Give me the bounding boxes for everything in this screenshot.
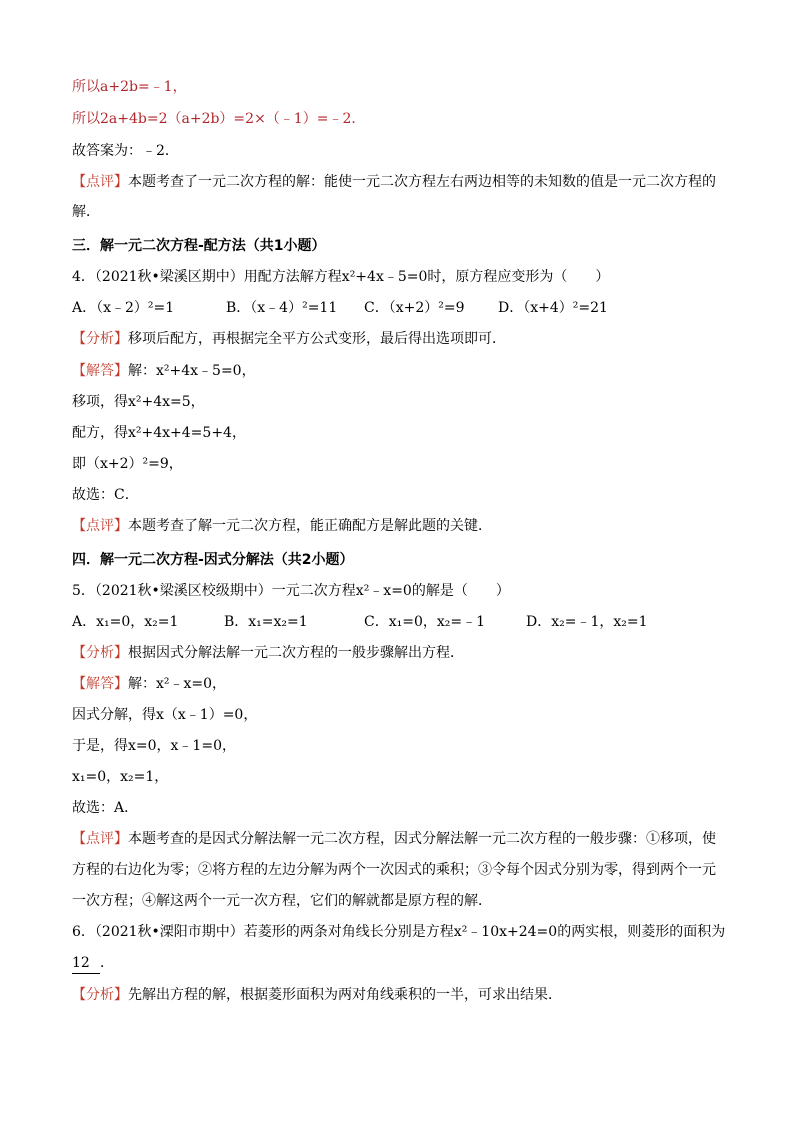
question-stem: 6．（2021秋•溧阳市期中）若菱形的两条对角线长分别是方程x²﹣10x+24=0的两实根，则菱形的面积为	[72, 924, 726, 940]
answer-text: 解：x²﹣x=0，	[128, 676, 227, 692]
answer-line: 故答案为：﹣2．	[72, 143, 179, 159]
comment-text: 本题考查了一元二次方程的解：能使一元二次方程左右两边相等的未知数的值是一元二次方程的	[128, 174, 716, 190]
comment-tag: 【点评】	[72, 831, 128, 847]
answer-tag: 【解答】	[72, 676, 128, 692]
comment-line	[72, 172, 732, 192]
solution-step: 于是，得x=0，x﹣1=0，	[72, 738, 236, 754]
question-stem: 4．（2021秋•梁溪区期中）用配方法解方程x²+4x﹣5=0时，原方程应变形为（ ）	[72, 269, 610, 285]
solution-step: 故选：C．	[72, 487, 139, 503]
option-b: B．（x﹣4）²=11	[226, 300, 338, 316]
answer-blank: 12	[72, 953, 100, 974]
question-stem: 5．（2021秋•梁溪区校级期中）一元二次方程x²﹣x=0的解是（ ）	[72, 583, 510, 599]
comment-line	[72, 516, 732, 536]
option-a: A．x₁=0，x₂=1	[72, 614, 179, 630]
solution-step: 移项，得x²+4x=5，	[72, 394, 205, 410]
analysis-line	[72, 985, 732, 1005]
solution-line: 所以2a+4b=2（a+2b）=2×（﹣1）=﹣2．	[72, 111, 366, 127]
option-c: C．x₁=0，x₂=﹣1	[364, 614, 486, 630]
analysis-tag: 【分析】	[72, 331, 128, 347]
analysis-text: 移项后配方，再根据完全平方公式变形，最后得出选项即可．	[128, 331, 506, 347]
comment-line-cont: 解．	[72, 204, 100, 220]
option-b: B．x₁=x₂=1	[224, 614, 308, 630]
answer-tag: 【解答】	[72, 363, 128, 379]
comment-tag: 【点评】	[72, 518, 128, 534]
analysis-line	[72, 643, 732, 663]
option-a: A．（x﹣2）²=1	[72, 300, 175, 316]
section-heading: 四．解一元二次方程-因式分解法（共2小题）	[72, 552, 354, 568]
section-heading: 三．解一元二次方程-配方法（共1小题）	[72, 238, 326, 254]
question-options	[72, 612, 732, 632]
comment-line	[72, 829, 732, 849]
analysis-line	[72, 329, 732, 349]
option-d: D．x₂=﹣1，x₂=1	[526, 614, 648, 630]
option-d: D．（x+4）²=21	[498, 300, 608, 316]
comment-line-cont: 方程的右边化为零；②将方程的左边分解为两个一次因式的乘积；③令每个因式分别为零，得到两个一元	[72, 862, 716, 878]
solution-line: 所以a+2b=﹣1，	[72, 79, 187, 95]
solution-step: 即（x+2）²=9，	[72, 456, 183, 472]
comment-line-cont: 一次方程；④解这两个一元一次方程，它们的解就都是原方程的解．	[72, 893, 492, 909]
comment-text: 本题考查的是因式分解法解一元二次方程，因式分解法解一元二次方程的一般步骤：①移项，使	[128, 831, 716, 847]
comment-text: 本题考查了解一元二次方程，能正确配方是解此题的关键．	[128, 518, 492, 534]
solution-step: 因式分解，得x（x﹣1）=0，	[72, 707, 258, 723]
analysis-text: 根据因式分解法解一元二次方程的一般步骤解出方程．	[128, 645, 464, 661]
answer-text: 解：x²+4x﹣5=0，	[128, 363, 256, 379]
analysis-tag: 【分析】	[72, 645, 128, 661]
fill-blank-answer	[72, 953, 732, 974]
solution-step: 故选：A．	[72, 800, 139, 816]
solution-step: 配方，得x²+4x+4=5+4，	[72, 425, 246, 441]
answer-line	[72, 361, 732, 381]
answer-line	[72, 674, 732, 694]
option-c: C．（x+2）²=9	[364, 300, 465, 316]
analysis-tag: 【分析】	[72, 987, 128, 1003]
comment-tag: 【点评】	[72, 174, 128, 190]
question-options	[72, 298, 732, 318]
analysis-text: 先解出方程的解，根据菱形面积为两对角线乘积的一半，可求出结果．	[128, 987, 562, 1003]
solution-step: x₁=0，x₂=1，	[72, 769, 169, 785]
answer-end: ．	[100, 955, 114, 971]
